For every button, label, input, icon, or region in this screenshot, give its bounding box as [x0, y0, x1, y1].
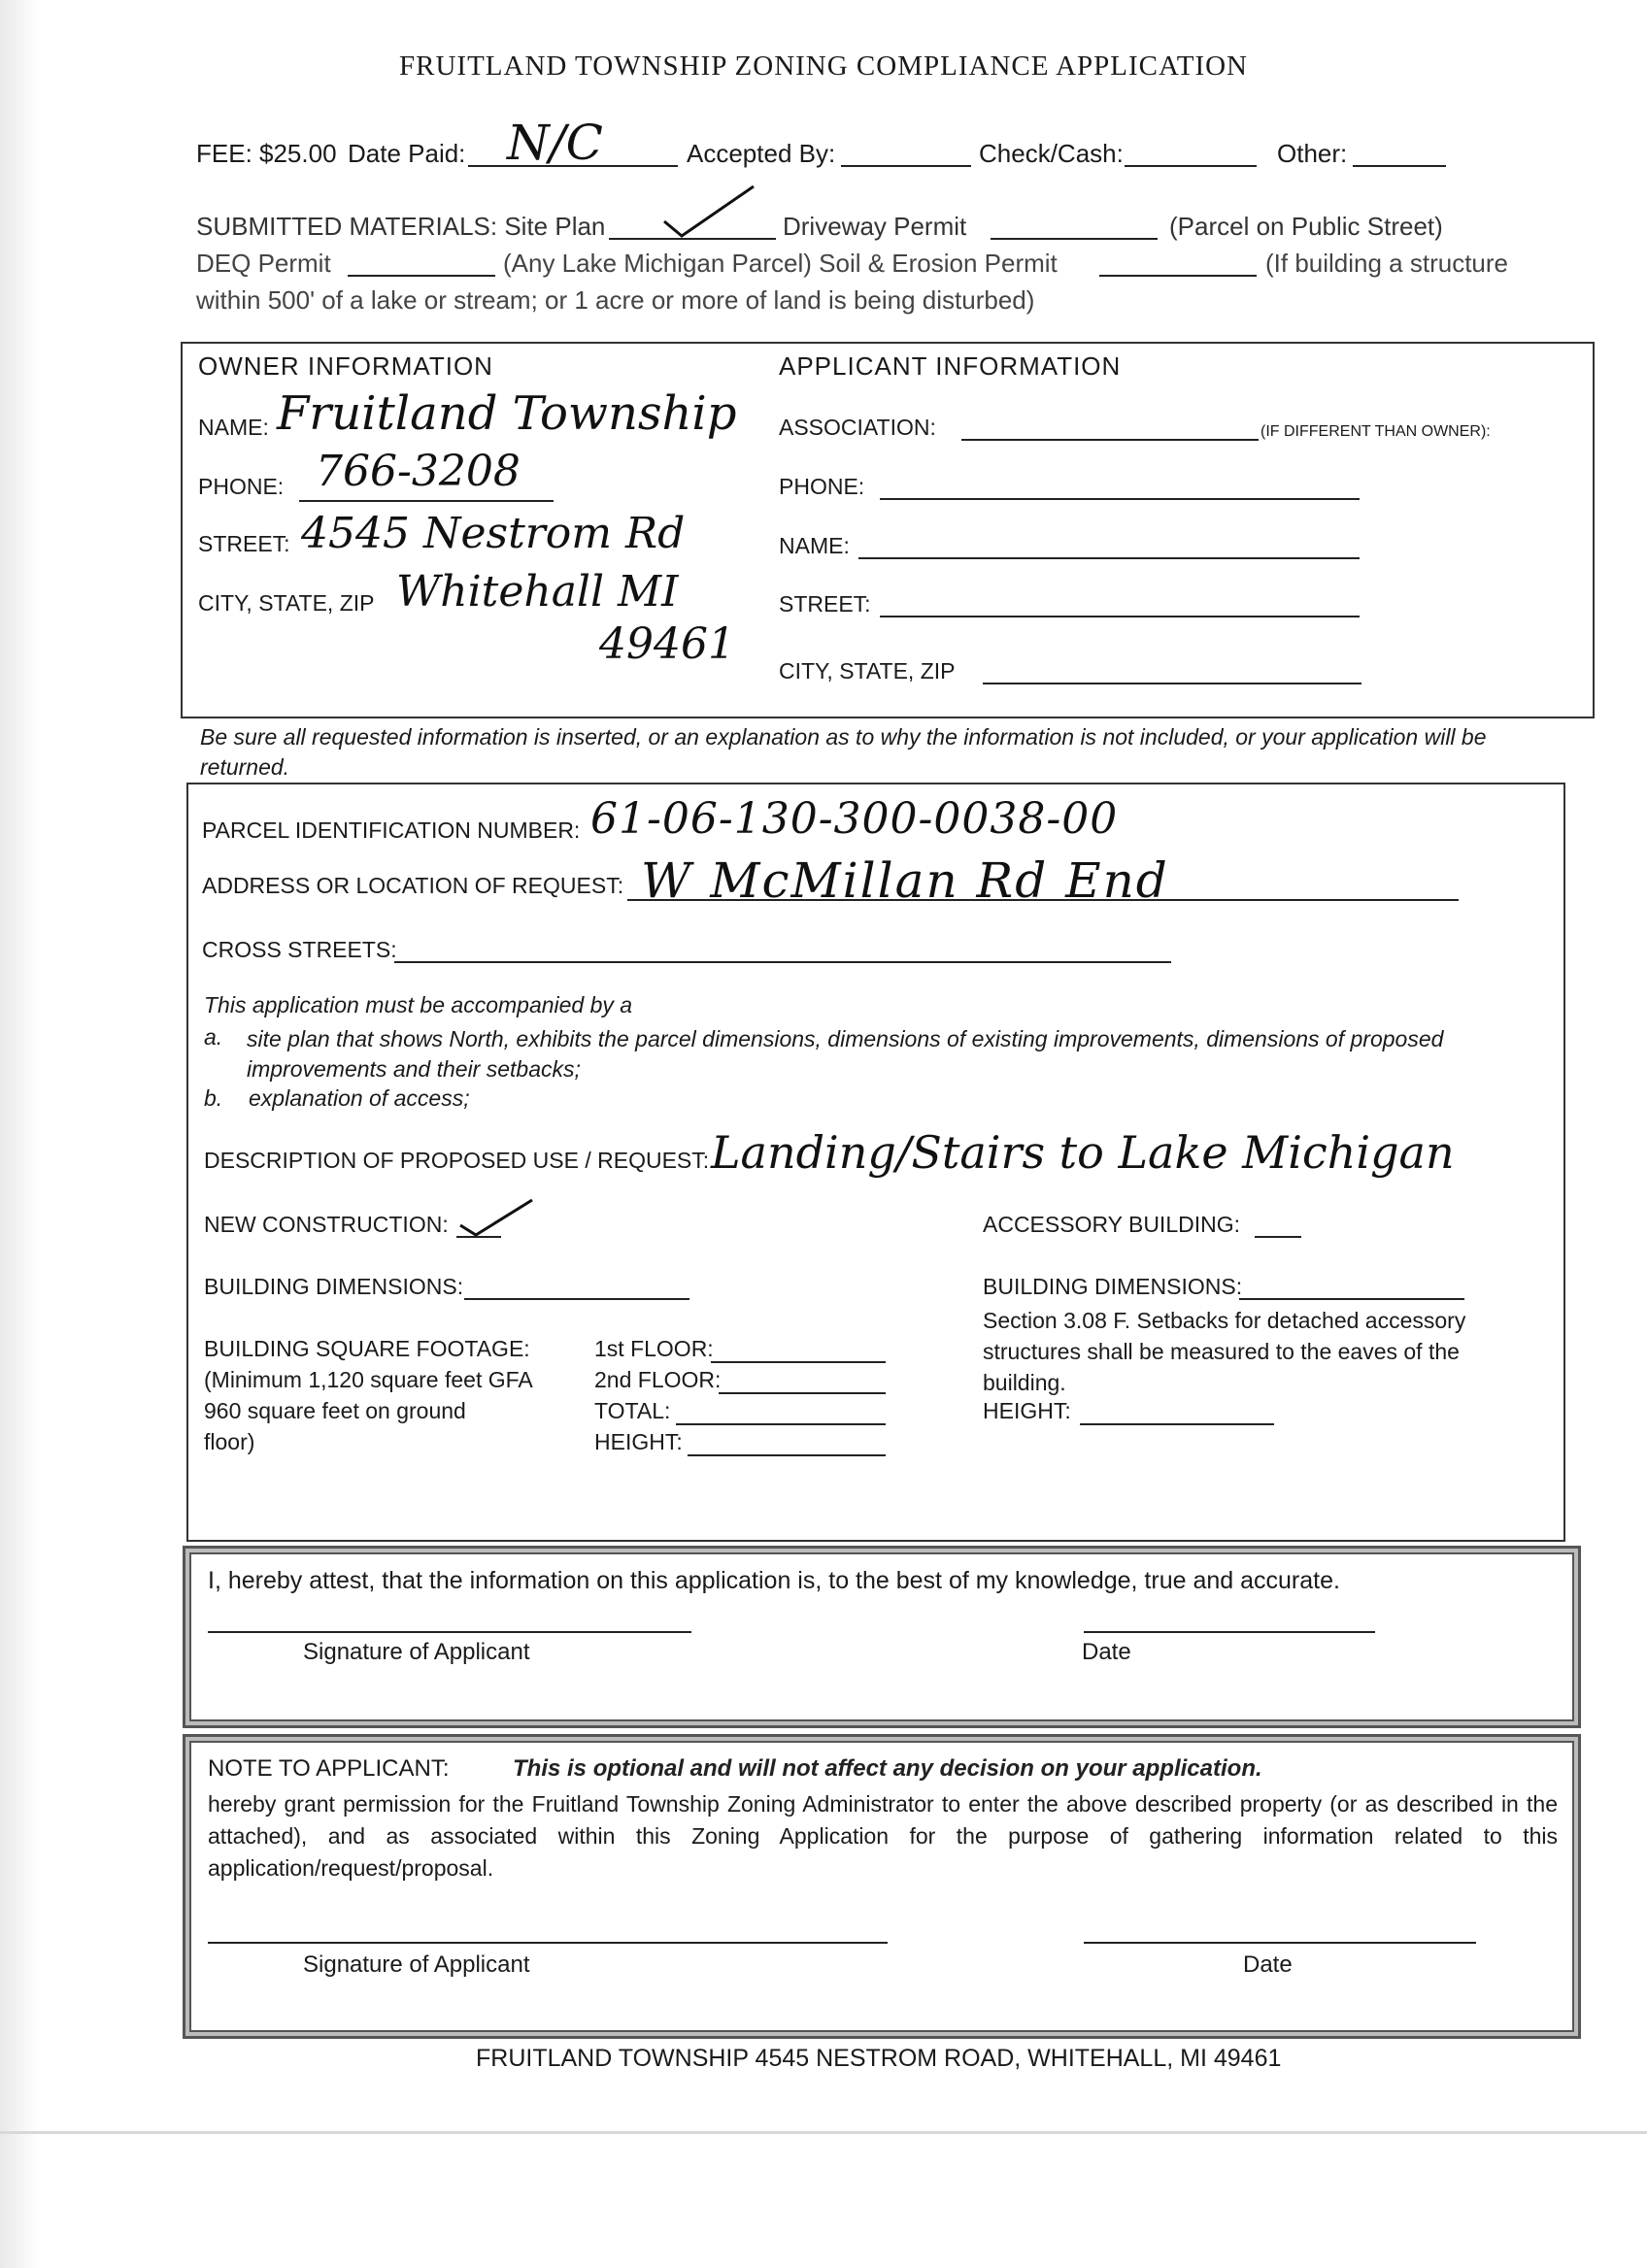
applicant-street-label: STREET:: [779, 591, 871, 617]
soil-erosion-field[interactable]: [1099, 275, 1257, 277]
applicant-phone-label: PHONE:: [779, 474, 865, 499]
sqft-line-4: floor): [204, 1429, 255, 1454]
accompany-intro: This application must be accompanied by a: [204, 992, 633, 1017]
applicant-name-label: NAME:: [779, 533, 850, 558]
note-date-label: Date: [1243, 1951, 1293, 1978]
date-paid-value: N/C: [507, 115, 603, 171]
accessory-building-field[interactable]: [1255, 1236, 1301, 1238]
check-cash-label: Check/Cash:: [979, 139, 1124, 168]
building-dimensions-label: BUILDING DIMENSIONS:: [204, 1274, 464, 1299]
attest-statement: I, hereby attest, that the information on this application is, to the best of my knowledge, true and accurate.: [208, 1567, 1340, 1594]
accessory-dimensions-label: BUILDING DIMENSIONS:: [983, 1274, 1243, 1299]
address-label: ADDRESS OR LOCATION OF REQUEST:: [202, 873, 624, 898]
applicant-association-label: ASSOCIATION:: [779, 415, 936, 440]
site-plan-label: SUBMITTED MATERIALS: Site Plan: [196, 212, 606, 241]
sqft-line-3: 960 square feet on ground: [204, 1398, 466, 1423]
item-a-marker: a.: [204, 1024, 223, 1050]
sqft-line-2: (Minimum 1,120 square feet GFA: [204, 1367, 533, 1392]
attest-signature-field[interactable]: [208, 1631, 691, 1633]
other-label: Other:: [1277, 139, 1348, 168]
floor1-field[interactable]: [711, 1361, 886, 1363]
note-body: hereby grant permission for the Fruitland Township Zoning Administrator to enter the above described property (or as described in the attached), and as associated within this Zoning Application for the purpose of gathering information related to this application/request/proposal.: [208, 1791, 1558, 1881]
owner-street-value: 4545 Nestrom Rd: [301, 509, 686, 558]
scan-edge: [0, 0, 39, 2268]
attest-date-field[interactable]: [1084, 1631, 1375, 1633]
floor2-field[interactable]: [719, 1392, 886, 1394]
page-title: FRUITLAND TOWNSHIP ZONING COMPLIANCE APPLICATION: [399, 50, 1248, 82]
item-b-text: explanation of access;: [249, 1085, 470, 1111]
note-optional: This is optional and will not affect any decision on your application.: [513, 1755, 1262, 1782]
attest-date-label: Date: [1082, 1639, 1131, 1665]
other-field[interactable]: [1353, 165, 1446, 167]
owner-phone-field[interactable]: [299, 500, 554, 502]
accepted-by-label: Accepted By:: [687, 139, 836, 168]
driveway-permit-label: Driveway Permit: [783, 212, 967, 241]
height-field[interactable]: [688, 1454, 886, 1456]
owner-phone-value: 766-3208: [316, 447, 521, 496]
owner-heading: OWNER INFORMATION: [198, 351, 493, 381]
pin-value: 61-06-130-300-0038-00: [590, 794, 1119, 844]
sqft-heading: BUILDING SQUARE FOOTAGE:: [204, 1336, 530, 1361]
total-label: TOTAL:: [594, 1398, 671, 1423]
accessory-building-label: ACCESSORY BUILDING:: [983, 1212, 1241, 1237]
fee-label: FEE: $25.00: [196, 139, 337, 168]
site-plan-checkmark-icon: [660, 183, 757, 243]
applicant-city-field[interactable]: [983, 683, 1361, 684]
owner-city-label: CITY, STATE, ZIP: [198, 590, 375, 616]
accessory-height-label: HEIGHT:: [983, 1398, 1071, 1423]
note-signature-field[interactable]: [208, 1942, 888, 1944]
new-construction-label: NEW CONSTRUCTION:: [204, 1212, 449, 1237]
owner-zip-value: 49461: [599, 619, 735, 669]
new-construction-checkmark-icon: [456, 1196, 536, 1239]
address-value: W McMillan Rd End: [641, 852, 1169, 909]
owner-street-label: STREET:: [198, 531, 290, 556]
footer-address: FRUITLAND TOWNSHIP 4545 NESTROM ROAD, WHITEHALL, MI 49461: [476, 2045, 1282, 2072]
soil-erosion-note-2: within 500' of a lake or stream; or 1 acre or more of land is being disturbed): [196, 285, 1035, 315]
note-date-field[interactable]: [1084, 1942, 1476, 1944]
page-bottom-edge: [0, 2131, 1647, 2134]
cross-streets-label: CROSS STREETS:: [202, 937, 397, 962]
floor2-label: 2nd FLOOR:: [594, 1367, 722, 1392]
note-heading: NOTE TO APPLICANT:: [208, 1755, 450, 1782]
applicant-name-field[interactable]: [858, 557, 1360, 559]
soil-erosion-note: (If building a structure: [1265, 249, 1509, 278]
setback-note: Section 3.08 F. Setbacks for detached accessory structures shall be measured to the eaves of the building.: [983, 1308, 1466, 1395]
check-cash-field[interactable]: [1125, 165, 1257, 167]
pin-label: PARCEL IDENTIFICATION NUMBER:: [202, 817, 581, 843]
applicant-street-field[interactable]: [880, 616, 1360, 617]
soil-erosion-label: (Any Lake Michigan Parcel) Soil & Erosion Permit: [503, 249, 1058, 278]
applicant-association-field[interactable]: [961, 439, 1259, 441]
owner-name-label: NAME:: [198, 415, 269, 440]
owner-city-value: Whitehall MI: [396, 567, 679, 617]
owner-phone-label: PHONE:: [198, 474, 285, 499]
driveway-permit-field[interactable]: [991, 238, 1158, 240]
applicant-phone-field[interactable]: [880, 498, 1360, 500]
deq-permit-label: DEQ Permit: [196, 249, 331, 278]
attest-signature-label: Signature of Applicant: [303, 1639, 530, 1665]
accepted-by-field[interactable]: [841, 165, 971, 167]
building-dimensions-field[interactable]: [464, 1298, 689, 1300]
floor1-label: 1st FLOOR:: [594, 1336, 714, 1361]
height-label: HEIGHT:: [594, 1429, 683, 1454]
date-paid-label: Date Paid:: [348, 139, 466, 168]
description-value: Landing/Stairs to Lake Michigan: [711, 1126, 1455, 1179]
applicant-heading: APPLICANT INFORMATION: [779, 351, 1122, 381]
deq-permit-field[interactable]: [348, 275, 495, 277]
description-label: DESCRIPTION OF PROPOSED USE / REQUEST:: [204, 1148, 710, 1173]
item-a-text: site plan that shows North, exhibits the parcel dimensions, dimensions of existing improvements, dimensions of proposed improvements and their setbacks;: [247, 1026, 1444, 1082]
note-signature-label: Signature of Applicant: [303, 1951, 530, 1978]
driveway-note: (Parcel on Public Street): [1169, 212, 1443, 241]
item-b-marker: b.: [204, 1085, 223, 1111]
accessory-dimensions-field[interactable]: [1239, 1298, 1464, 1300]
total-field[interactable]: [676, 1423, 886, 1425]
cross-streets-field[interactable]: [394, 961, 1171, 963]
applicant-association-note: (IF DIFFERENT THAN OWNER):: [1260, 423, 1491, 440]
owner-name-value: Fruitland Township: [277, 386, 737, 441]
completeness-notice: Be sure all requested information is inserted, or an explanation as to why the information is not included, or your application will be returned.: [200, 724, 1487, 780]
applicant-city-label: CITY, STATE, ZIP: [779, 658, 956, 684]
accessory-height-field[interactable]: [1080, 1423, 1274, 1425]
